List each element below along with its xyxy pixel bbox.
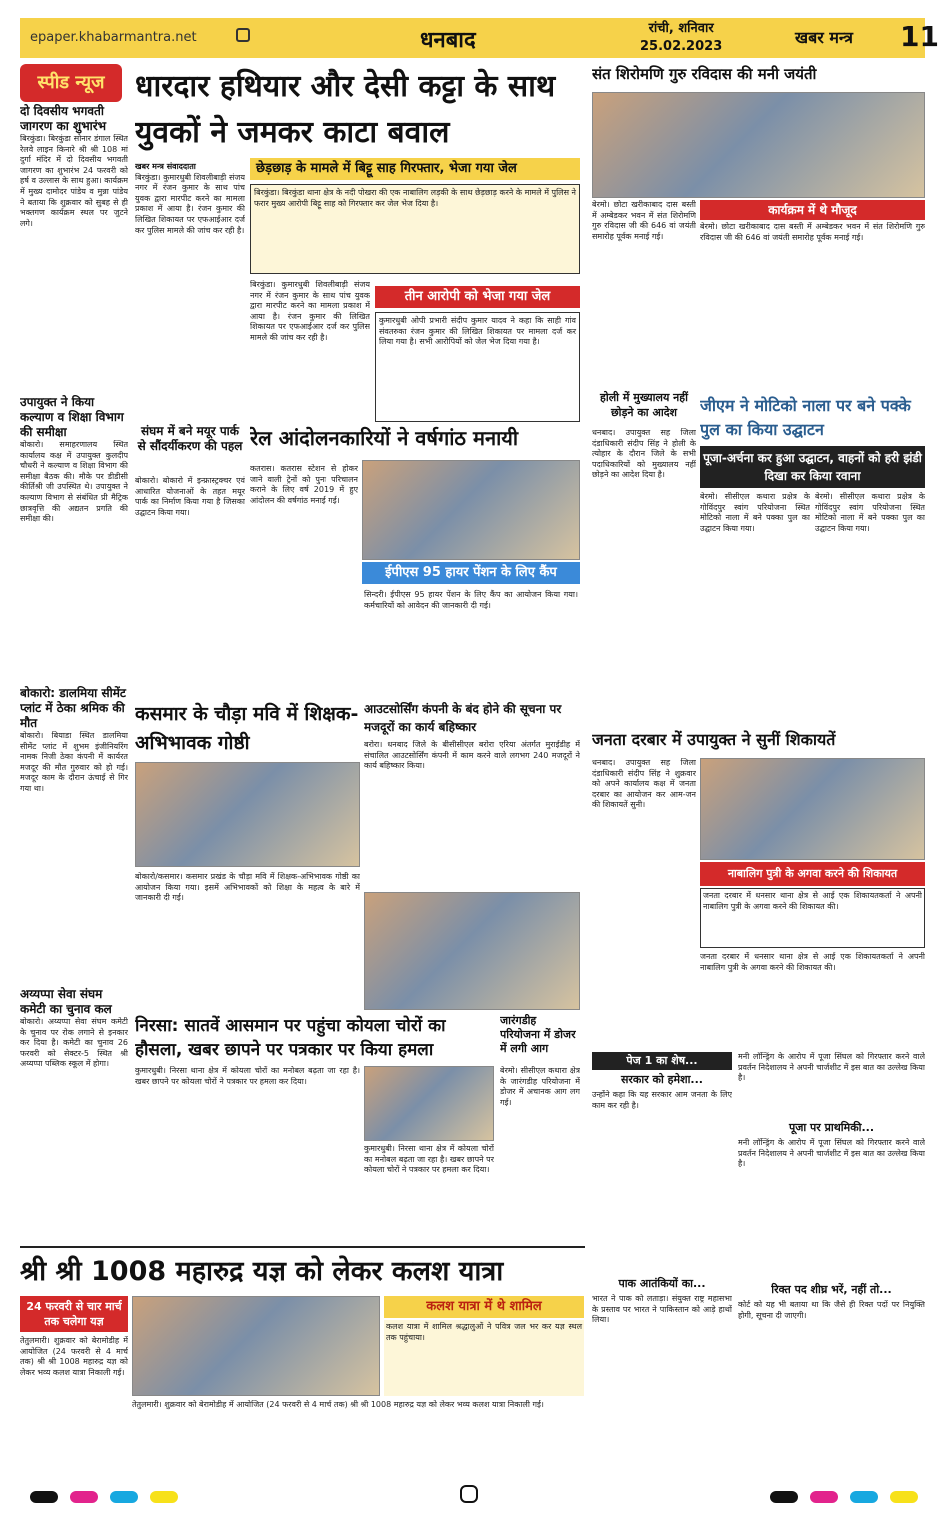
jarangdih-body: बेरमो। सीसीएल कथारा क्षेत्र के जारंगडीह परियोजना में डोजर में अचानक आग लग गई। (500, 1066, 580, 1107)
vacancy-headline: रिक्त पद शीघ्र भरें, नहीं तो... (771, 1283, 892, 1296)
park-headline: संघम में बने मयूर पार्क से सौंदर्यीकरण की पहल (137, 424, 243, 453)
govt-body: उन्होंने कहा कि यह सरकार आम जनता के लिए काम कर रही है। (592, 1090, 732, 1110)
minor-headline: नाबालिग पुत्री के अगवा करने की शिकायत (700, 862, 925, 886)
left-b3: बोकारो। बियाडा स्थित डालमिया सीमेंट प्लांट में शुभम इंजीनियरिंग नामक निजी ठेका कंपनी में कार्यरत मजदूर की मौत गुरुवार को हो गई। मजदूर काम के दौरान ऊंचाई से गिर गया था। (20, 731, 128, 793)
vacancy-body: कोर्ट को यह भी बताया था कि जैसे ही रिक्त पदों पर नियुक्ति होगी, सूचना दी जाएगी। (738, 1300, 925, 1320)
puja-body-pre: मनी लॉन्ड्रिंग के आरोप में पूजा सिंघल को गिरफ्तार करने वाले प्रवर्तन निदेशालय ने अपनी चार्जशीट में इस बात का उल्लेख किया है। (738, 1052, 925, 1083)
janta-darbar-photo (700, 758, 925, 860)
yagya-body-2: तेतुलमारी। शुक्रवार को बेरामोडीह में आयोजित (24 फरवरी से 4 मार्च तक) श्री श्री 1008 महारुद्र यज्ञ को लेकर भव्य कलश यात्रा निकाली गई। (132, 1400, 544, 1409)
outsourcing-body: बरोरा। धनबाद जिले के बीसीसीएल बरोरा एरिया अंतर्गत मुराईडीह में संचालित आउटसोर्सिंग कंपनी में काम करने वाले लगभग 240 मजदूरों ने कार्य बहिष्कार किया। (364, 740, 580, 771)
left-h3: बोकारो: डालमिया सीमेंट प्लांट में ठेका श्रमिक की मौत (20, 686, 126, 730)
ravidas-photo (592, 92, 925, 198)
date-block (640, 20, 722, 56)
holi-body: धनबाद। उपायुक्त सह जिला दंडाधिकारी संदीप सिंह ने होली के त्योहार के दौरान जिले के सभी पदाधिकारियों को मुख्यालय नहीं छोड़ने का आदेश दिया है। (592, 428, 696, 480)
left-h2: उपायुक्त ने किया कल्याण व शिक्षा विभाग की समीक्षा (20, 395, 124, 439)
main-sub1: छेड़छाड़ के मामले में बिट्टू साह गिरफ्तार, भेजा गया जेल (250, 158, 580, 180)
gm-bridge-sub: पूजा-अर्चना कर हुआ उद्घाटन, वाहनों को हरी झंडी दिखा कर किया रवाना (700, 446, 925, 488)
continued-label: पेज 1 का शेष... (592, 1052, 732, 1070)
main-text-1: बिरकुंडा। कुमारधुबी शिवलीबाड़ी संजय नगर में रंजन कुमार के साथ पांच युवक द्वारा मारपीट करने का मामला प्रकाश में आया है। रंजन कुमार की लिखित शिकायत पर एफआईआर दर्ज कर पुलिस मामले की जांच कर रही है। (135, 172, 245, 235)
left-h4: अय्यप्पा सेवा संघम कमेटी का चुनाव कल (20, 987, 112, 1016)
outsourcing-headline: आउटसोर्सिंग कंपनी के बंद होने की सूचना पर मजदूरों का कार्य बहिष्कार (364, 702, 562, 734)
yagya-sub1: 24 फरवरी से चार मार्च तक चलेगा यज्ञ (20, 1296, 128, 1332)
nirsa-body-2: कुमारधुबी। निरसा थाना क्षेत्र में कोयला चोरों का मनोबल बढ़ता जा रहा है। खबर छापने पर कोयला चोरों ने पत्रकार पर हमला कर दिया। (364, 1144, 494, 1175)
kalash-photo-1 (132, 1296, 380, 1396)
left-b1: बिरकुंडा। बिरकुंडा सोनार डंगाल स्थित रेलवे लाइन किनारे श्री श्री 108 मां दुर्गा मंदिर में दो दिवसीय भगवती जागरण का शुभारंभ 24 फरवरी को हर्ष व उल्लास के साथ हुआ। कार्यक्रम में मुख्य दामोदर पांडेय व मुन्ना पांडेय ने बताया कि शुक्रवार को सुबह से ही भक्तगण कार्यक्रम स्थल पर जुटने लगे। (20, 134, 128, 228)
gm-body-2: बेरमो। सीसीएल कथारा प्रक्षेत्र के गोविंदपुर स्वांग परियोजना स्थित मोटिको नाला में बने पक्का पुल का उद्घाटन किया गया। (815, 492, 925, 533)
janta-body: धनबाद। उपायुक्त सह जिला दंडाधिकारी संदीप सिंह ने शुक्रवार को अपने कार्यालय कक्ष में जनता दरबार का आयोजन कर आम-जन की शिकायतें सुनी। (592, 758, 696, 810)
nirsa-body: कुमारधुबी। निरसा थाना क्षेत्र में कोयला चोरों का मनोबल बढ़ता जा रहा है। खबर छापने पर कोयला चोरों ने पत्रकार पर हमला कर दिया। (135, 1066, 360, 1086)
yagya-body: तेतुलमारी। शुक्रवार को बेरामोडीह में आयोजित (24 फरवरी से 4 मार्च तक) श्री श्री 1008 महारुद्र यज्ञ को लेकर भव्य कलश यात्रा निकाली गई। (20, 1336, 128, 1377)
register-mark (30, 1491, 58, 1503)
byline: खबर मन्त्र संवाददाता (135, 162, 196, 171)
ravidas-caption: कार्यक्रम में थे मौजूद (700, 200, 925, 220)
eps-body: सिन्दरी। ईपीएस 95 हायर पेंशन के लिए कैंप का आयोजन किया गया। कर्मचारियों को आवेदन की जानकारी दी गई। (364, 590, 578, 610)
ravidas-body-2: बेरमो। छोटा खरीकाबाद दास बस्ती में अम्बेडकर भवन में संत शिरोमणि गुरु रविदास जी की 646 वां जयंती समारोह पूर्वक मनाई गई। (700, 222, 925, 242)
kasmar-meeting-photo (135, 762, 360, 867)
main-body-1 (135, 162, 245, 412)
gm-bridge-headline: जीएम ने मोटिको नाला पर बने पक्के पुल का किया उद्घाटन (700, 396, 911, 439)
nirsa-headline: निरसा: सातवें आसमान पर पहुंचा कोयला चोरों का हौसला, खबर छापने पर पत्रकार पर किया हमला (135, 1016, 446, 1060)
register-mark (150, 1491, 178, 1503)
gm-body: बेरमो। सीसीएल कथारा प्रक्षेत्र के गोविंदपुर स्वांग परियोजना स्थित मोटिको नाला में बने पक्का पुल का उद्घाटन किया गया। (700, 492, 810, 533)
puja-body: मनी लॉन्ड्रिंग के आरोप में पूजा सिंघल को गिरफ्तार करने वाले प्रवर्तन निदेशालय ने अपनी चार्जशीट में इस बात का उल्लेख किया है। (738, 1138, 925, 1169)
day-line: रांची, शनिवार (648, 21, 714, 36)
main-body-2: बिरकुंडा। बिरकुंडा थाना क्षेत्र के नदी पोखरा की एक नाबालिग लड़की के साथ छेड़छाड़ करने के मामले में पुलिस ने फरार मुख्य आरोपी बिट्टू साह को गिरफ्तार कर जेल भेज दिया है। (250, 184, 580, 274)
yagya-headline: श्री श्री 1008 महारुद्र यज्ञ को लेकर कलश यात्रा (20, 1256, 504, 1287)
workers-photo (364, 892, 580, 1010)
register-mark (70, 1491, 98, 1503)
register-mark (770, 1491, 798, 1503)
page-number: 11 (900, 20, 939, 53)
speed-news-badge: स्पीड न्यूज (20, 64, 122, 102)
date-line: 25.02.2023 (640, 39, 723, 54)
minor-body: जनता दरबार में धनसार थाना क्षेत्र से आई एक शिकायतकर्ता ने अपनी नाबालिग पुत्री के अगवा करने की शिकायत की। (700, 888, 925, 948)
rail-body: कतरास। कतरास स्टेशन से होकर जाने वाली ट्रेनों को पुनः परिचालन कराने के लिए वर्ष 2019 में हुए आंदोलन की वर्षगांठ मनाई गई। (250, 464, 358, 505)
minor-body-2: जनता दरबार में धनसार थाना क्षेत्र से आई एक शिकायतकर्ता ने अपनी नाबालिग पुत्री के अगवा करने की शिकायत की। (700, 952, 925, 972)
register-mark (890, 1491, 918, 1503)
left-column (20, 104, 128, 1154)
park-body: बोकारो। बोकारो में इन्फ्रास्ट्रक्चर एवं आधारित योजनाओं के तहत मयूर पार्क का निर्माण किया गया है जिसका उद्घाटन किया गया। (135, 476, 245, 517)
car-photo (364, 1066, 494, 1141)
left-b4: बोकारो। अय्यप्पा सेवा संघम कमेटी के चुनाव पर रोक लगाने से इनकार कर दिया है। कमेटी का चुनाव 26 फरवरी को सेक्टर-5 स्थित श्री अय्यप्पा पब्लिक स्कूल में होगा। (20, 1017, 128, 1069)
kasmar-headline: कसमार के चौड़ा मवि में शिक्षक-अभिभावक गोष्ठी (135, 703, 359, 754)
site-url[interactable]: epaper.khabarmantra.net (30, 30, 197, 45)
pak-headline: पाक आतंकियों का... (618, 1277, 706, 1290)
kasmar-body: बोकारो/कसमार। कसमार प्रखंड के चौड़ा मवि में शिक्षक-अभिभावक गोष्ठी का आयोजन किया गया। इसमें अभिभावकों को शिक्षा के महत्व के बारे में जानकारी दी गई। (135, 872, 360, 903)
register-mark (110, 1491, 138, 1503)
page-header (20, 18, 939, 58)
divider (20, 1246, 585, 1248)
city-name: धनबाद (420, 28, 476, 53)
pak-body: भारत ने पाक को लताड़ा। संयुक्त राष्ट्र महासभा के प्रस्ताव पर भारत ने पाकिस्तान को आड़े हाथों लिया। (592, 1294, 732, 1325)
govt-headline: सरकार को हमेशा... (621, 1073, 703, 1086)
jarangdih-headline: जारंगडीह परियोजना में डोजर में लगी आग (500, 1014, 576, 1055)
yagya-caption: कलश यात्रा में शामिल श्रद्धालुओं ने पवित्र जल भर कर यज्ञ स्थल तक पहुंचाया। (384, 1320, 584, 1396)
holi-headline: होली में मुख्यालय नहीं छोड़ने का आदेश (600, 391, 688, 419)
rail-protest-photo (362, 460, 580, 560)
left-b2: बोकारो। समाहरणालय स्थित कार्यालय कक्ष में उपायुक्त कुलदीप चौधरी ने कल्याण व शिक्षा विभाग की समीक्षा बैठक की। मौके पर डीडीसी कीर्तिश्री जी उपस्थित थे। उपायुक्त ने कल्याण विभाग से संबंधित प्री मैट्रिक छात्रवृत्ति की अद्यतन प्रगति की समीक्षा की। (20, 440, 128, 524)
main-body-2b: बिरकुंडा। कुमारधुबी शिवलीबाड़ी संजय नगर में रंजन कुमार के साथ पांच युवक द्वारा मारपीट करने का मामला प्रकाश में आया है। रंजन कुमार की लिखित शिकायत पर एफआईआर दर्ज कर पुलिस मामले की जांच कर रही है। (250, 280, 370, 342)
register-mark (810, 1491, 838, 1503)
register-mark (850, 1491, 878, 1503)
ravidas-body: बेरमो। छोटा खरीकाबाद दास बस्ती में अम्बेडकर भवन में संत शिरोमणि गुरु रविदास जी की 646 वां जयंती समारोह पूर्वक मनाई गई। (592, 200, 696, 241)
puja-headline: पूजा पर प्राथमिकी... (788, 1121, 875, 1134)
registration-target-icon (460, 1485, 478, 1503)
rail-headline: रेल आंदोलनकारियों ने वर्षगांठ मनायी (250, 426, 519, 450)
main-body-3: कुमारधुबी ओपी प्रभारी संदीप कुमार यादव ने कहा कि साही गांव संवतरुका रंजन कुमार की लिखित शिकायत पर मामला दर्ज कर लिया गया है। सभी आरोपियों को जेल भेज दिया गया है। (375, 312, 580, 422)
main-sub2: तीन आरोपी को भेजा गया जेल (375, 286, 580, 308)
cursor-icon (236, 28, 250, 42)
janta-darbar-headline: जनता दरबार में उपायुक्त ने सुनीं शिकायतें (592, 730, 836, 749)
main-headline: धारदार हथियार और देसी कट्टा के साथ युवकों ने जमकर काटा बवाल (135, 69, 556, 150)
yagya-sub2: कलश यात्रा में थे शामिल (384, 1296, 584, 1318)
left-h1: दो दिवसीय भगवती जागरण का शुभारंभ (20, 104, 107, 133)
eps-headline: ईपीएस 95 हायर पेंशन के लिए कैंप (362, 562, 580, 584)
ravidas-headline: संत शिरोमणि गुरु रविदास की मनी जयंती (592, 65, 817, 83)
brand-logo: खबर मन्त्र (795, 28, 853, 47)
